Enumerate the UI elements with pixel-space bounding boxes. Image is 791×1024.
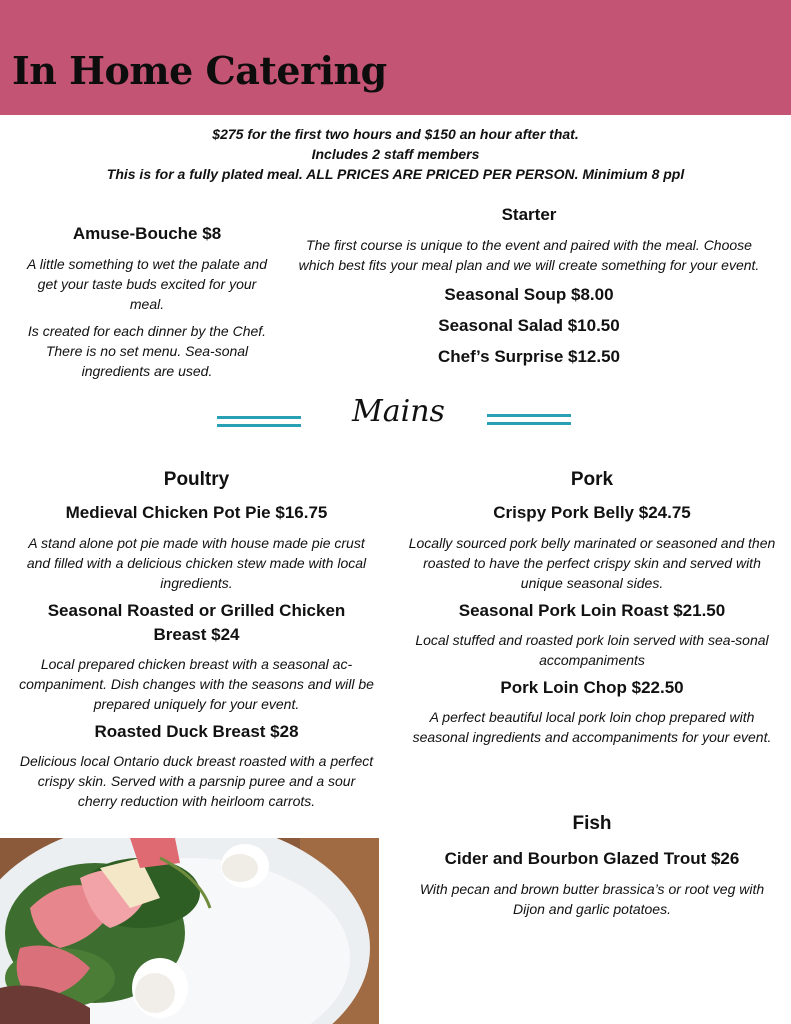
- starter-title: Starter: [501, 205, 557, 224]
- starter-item: Seasonal Soup $8.00: [444, 285, 614, 304]
- amuse-bouche-section: [22, 222, 272, 381]
- menu-item-name: Crispy Pork Belly $24.75: [493, 503, 691, 522]
- menu-item-name: Medieval Chicken Pot Pie $16.75: [65, 503, 328, 522]
- menu-item-desc: Local stuffed and roasted pork loin served with sea-sonal accompaniments: [415, 632, 769, 668]
- pricing-line: This is for a fully plated meal. ALL PRICES ARE PRICED PER PERSON. Minimium 8 ppl: [106, 166, 685, 182]
- menu-item-desc: A perfect beautiful local pork loin chop prepared with seasonal ingredients and accompaniments for your event.: [412, 709, 772, 745]
- menu-item-name: Pork Loin Chop $22.50: [500, 678, 684, 697]
- starter-section: [290, 203, 768, 369]
- menu-item-desc: Local prepared chicken breast with a seasonal ac-companiment. Dish changes with the seasons and will be prepared uniquely for your event.: [19, 656, 374, 712]
- page-title: In Home Catering: [12, 48, 387, 93]
- starter-item: Seasonal Salad $10.50: [438, 316, 620, 335]
- menu-item-name: Seasonal Pork Loin Roast $21.50: [458, 601, 726, 620]
- decorative-lines-left: [217, 416, 301, 430]
- pork-title: Pork: [570, 469, 614, 490]
- pork-section: [408, 468, 776, 747]
- menu-item-name: Cider and Bourbon Glazed Trout $26: [444, 849, 740, 868]
- poultry-section: [18, 468, 375, 811]
- poultry-title: Poultry: [163, 469, 230, 490]
- menu-item-desc: With pecan and brown butter brassica’s or root veg with Dijon and garlic potatoes.: [419, 881, 765, 917]
- starter-desc: The first course is unique to the event and paired with the meal. Choose which best fits your meal plan and we will create something for your event.: [298, 237, 760, 273]
- mains-title: Mains: [352, 394, 445, 429]
- starter-item: Chef’s Surprise $12.50: [437, 347, 621, 366]
- pricing-line: $275 for the first two hours and $150 an hour after that.: [212, 126, 579, 142]
- plated-salad-illustration: [0, 838, 379, 1024]
- menu-item-desc: Locally sourced pork belly marinated or seasoned and then roasted to have the perfect crispy skin and served with unique seasonal sides.: [408, 535, 776, 591]
- menu-item-desc: Delicious local Ontario duck breast roasted with a perfect crispy skin. Served with a parsnip puree and a sour cherry reduction with heirloom carrots.: [19, 753, 374, 809]
- plated-salad-photo: [0, 838, 379, 1024]
- fish-section: [408, 812, 776, 919]
- pricing-info: [0, 124, 791, 184]
- menu-item-name: Roasted Duck Breast $28: [94, 722, 299, 741]
- amuse-bouche-note: Is created for each dinner by the Chef. There is no set menu. Sea-sonal ingredients are used.: [27, 323, 267, 379]
- pricing-line: Includes 2 staff members: [311, 146, 480, 162]
- amuse-bouche-title: Amuse-Bouche $8: [72, 224, 222, 243]
- fish-title: Fish: [572, 813, 612, 834]
- menu-item-name: Seasonal Roasted or Grilled Chicken Breast $24: [47, 601, 346, 644]
- header-banner: [0, 0, 791, 115]
- amuse-bouche-desc: A little something to wet the palate and get your taste buds excited for your meal.: [27, 256, 267, 312]
- decorative-lines-right: [487, 414, 571, 428]
- menu-item-desc: A stand alone pot pie made with house made pie crust and filled with a delicious chicken stew made with local ingredients.: [26, 535, 367, 591]
